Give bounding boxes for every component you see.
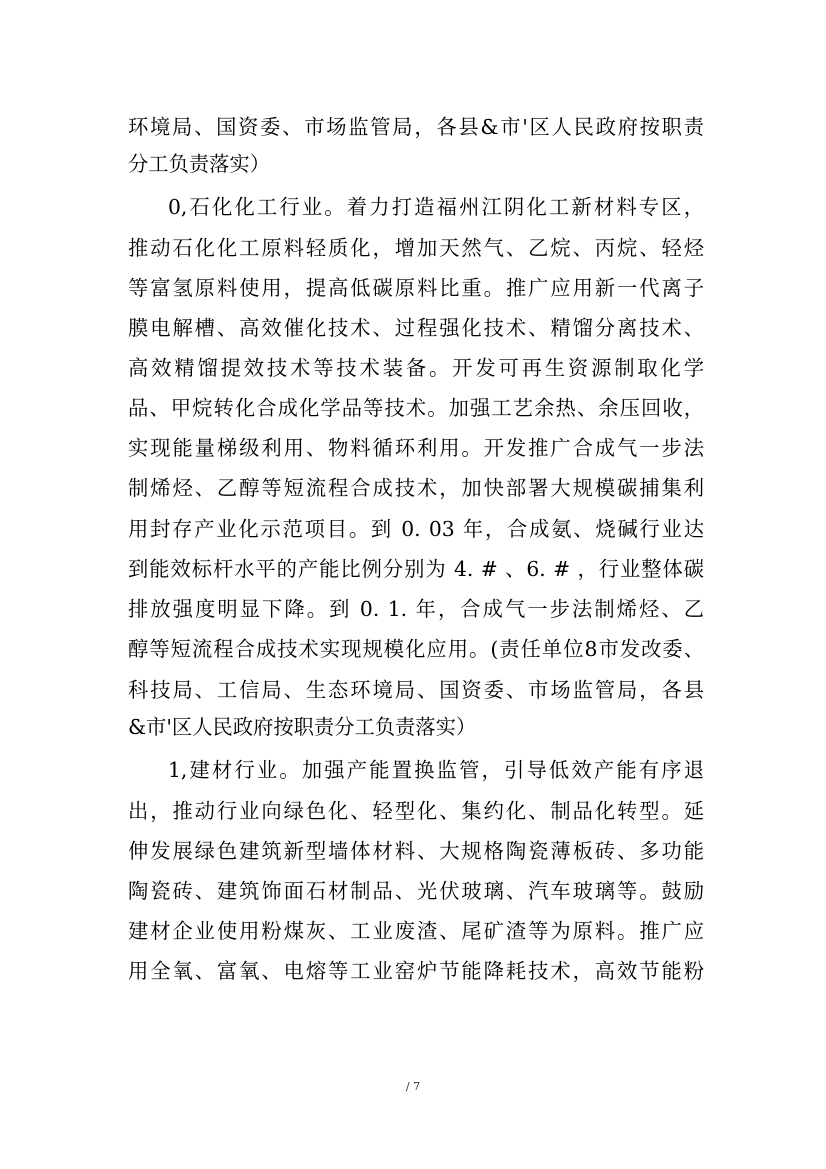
text-line: 1,建材行业。加强产能置换监管，引导低效产能有序退 [168,758,704,782]
text-line: 到能效标杆水平的产能比例分别为 4. # 、6. # ，行业整体碳 [128,557,704,581]
text-line: 陶瓷砖、建筑饰面石材制品、光伏玻璃、汽车玻璃等。鼓励 [128,879,704,903]
text-line: 伸发展绿色建筑新型墙体材料、大规格陶瓷薄板砖、多功能 [128,839,704,863]
text-line: 用全氧、富氧、电熔等工业窑炉节能降耗技术，高效节能粉 [128,959,704,983]
text-line: &市'区人民政府按职责分工负责落实） [128,715,477,739]
text-line: 用封存产业化示范项目。到 0. 03 年，合成氨、烧碱行业达 [128,517,704,541]
text-line: 等富氢原料使用，提高低碳原料比重。推广应用新一代离子 [128,276,704,300]
text-line: 实现能量梯级利用、物料循环利用。开发推广合成气一步法 [128,436,704,460]
text-line: 分工负责落实） [128,152,270,176]
text-line: 膜电解槽、高效催化技术、过程强化技术、精馏分离技术、 [128,316,704,340]
text-line: 品、甲烷转化合成化学品等技术。加强工艺余热、余压回收， [128,396,704,420]
text-line: 醇等短流程合成技术实现规模化应用。(责任单位8市发改委、 [128,637,704,661]
text-line: 出，推动行业向绿色化、轻型化、集约化、制品化转型。延 [128,799,704,823]
text-line: 推动石化化工原料轻质化，增加天然气、乙烷、丙烷、轻烃 [128,236,704,260]
text-line: 制烯烃、乙醇等短流程合成技术，加快部署大规模碳捕集利 [128,476,704,500]
text-line: 排放强度明显下降。到 0. 1. 年，合成气一步法制烯烃、乙 [128,597,704,621]
text-line: 0,石化化工行业。着力打造福州江阴化工新材料专区， [168,195,704,219]
text-line: 科技局、工信局、生态环境局、国资委、市场监管局，各县 [128,678,704,702]
page-number: / 7 [405,1080,421,1093]
text-line: 环境局、国资委、市场监管局，各县&市'区人民政府按职责 [128,115,704,139]
text-line: 建材企业使用粉煤灰、工业废渣、尾矿渣等为原料。推广应 [128,919,704,943]
text-line: 高效精馏提效技术等技术装备。开发可再生资源制取化学 [128,356,704,380]
